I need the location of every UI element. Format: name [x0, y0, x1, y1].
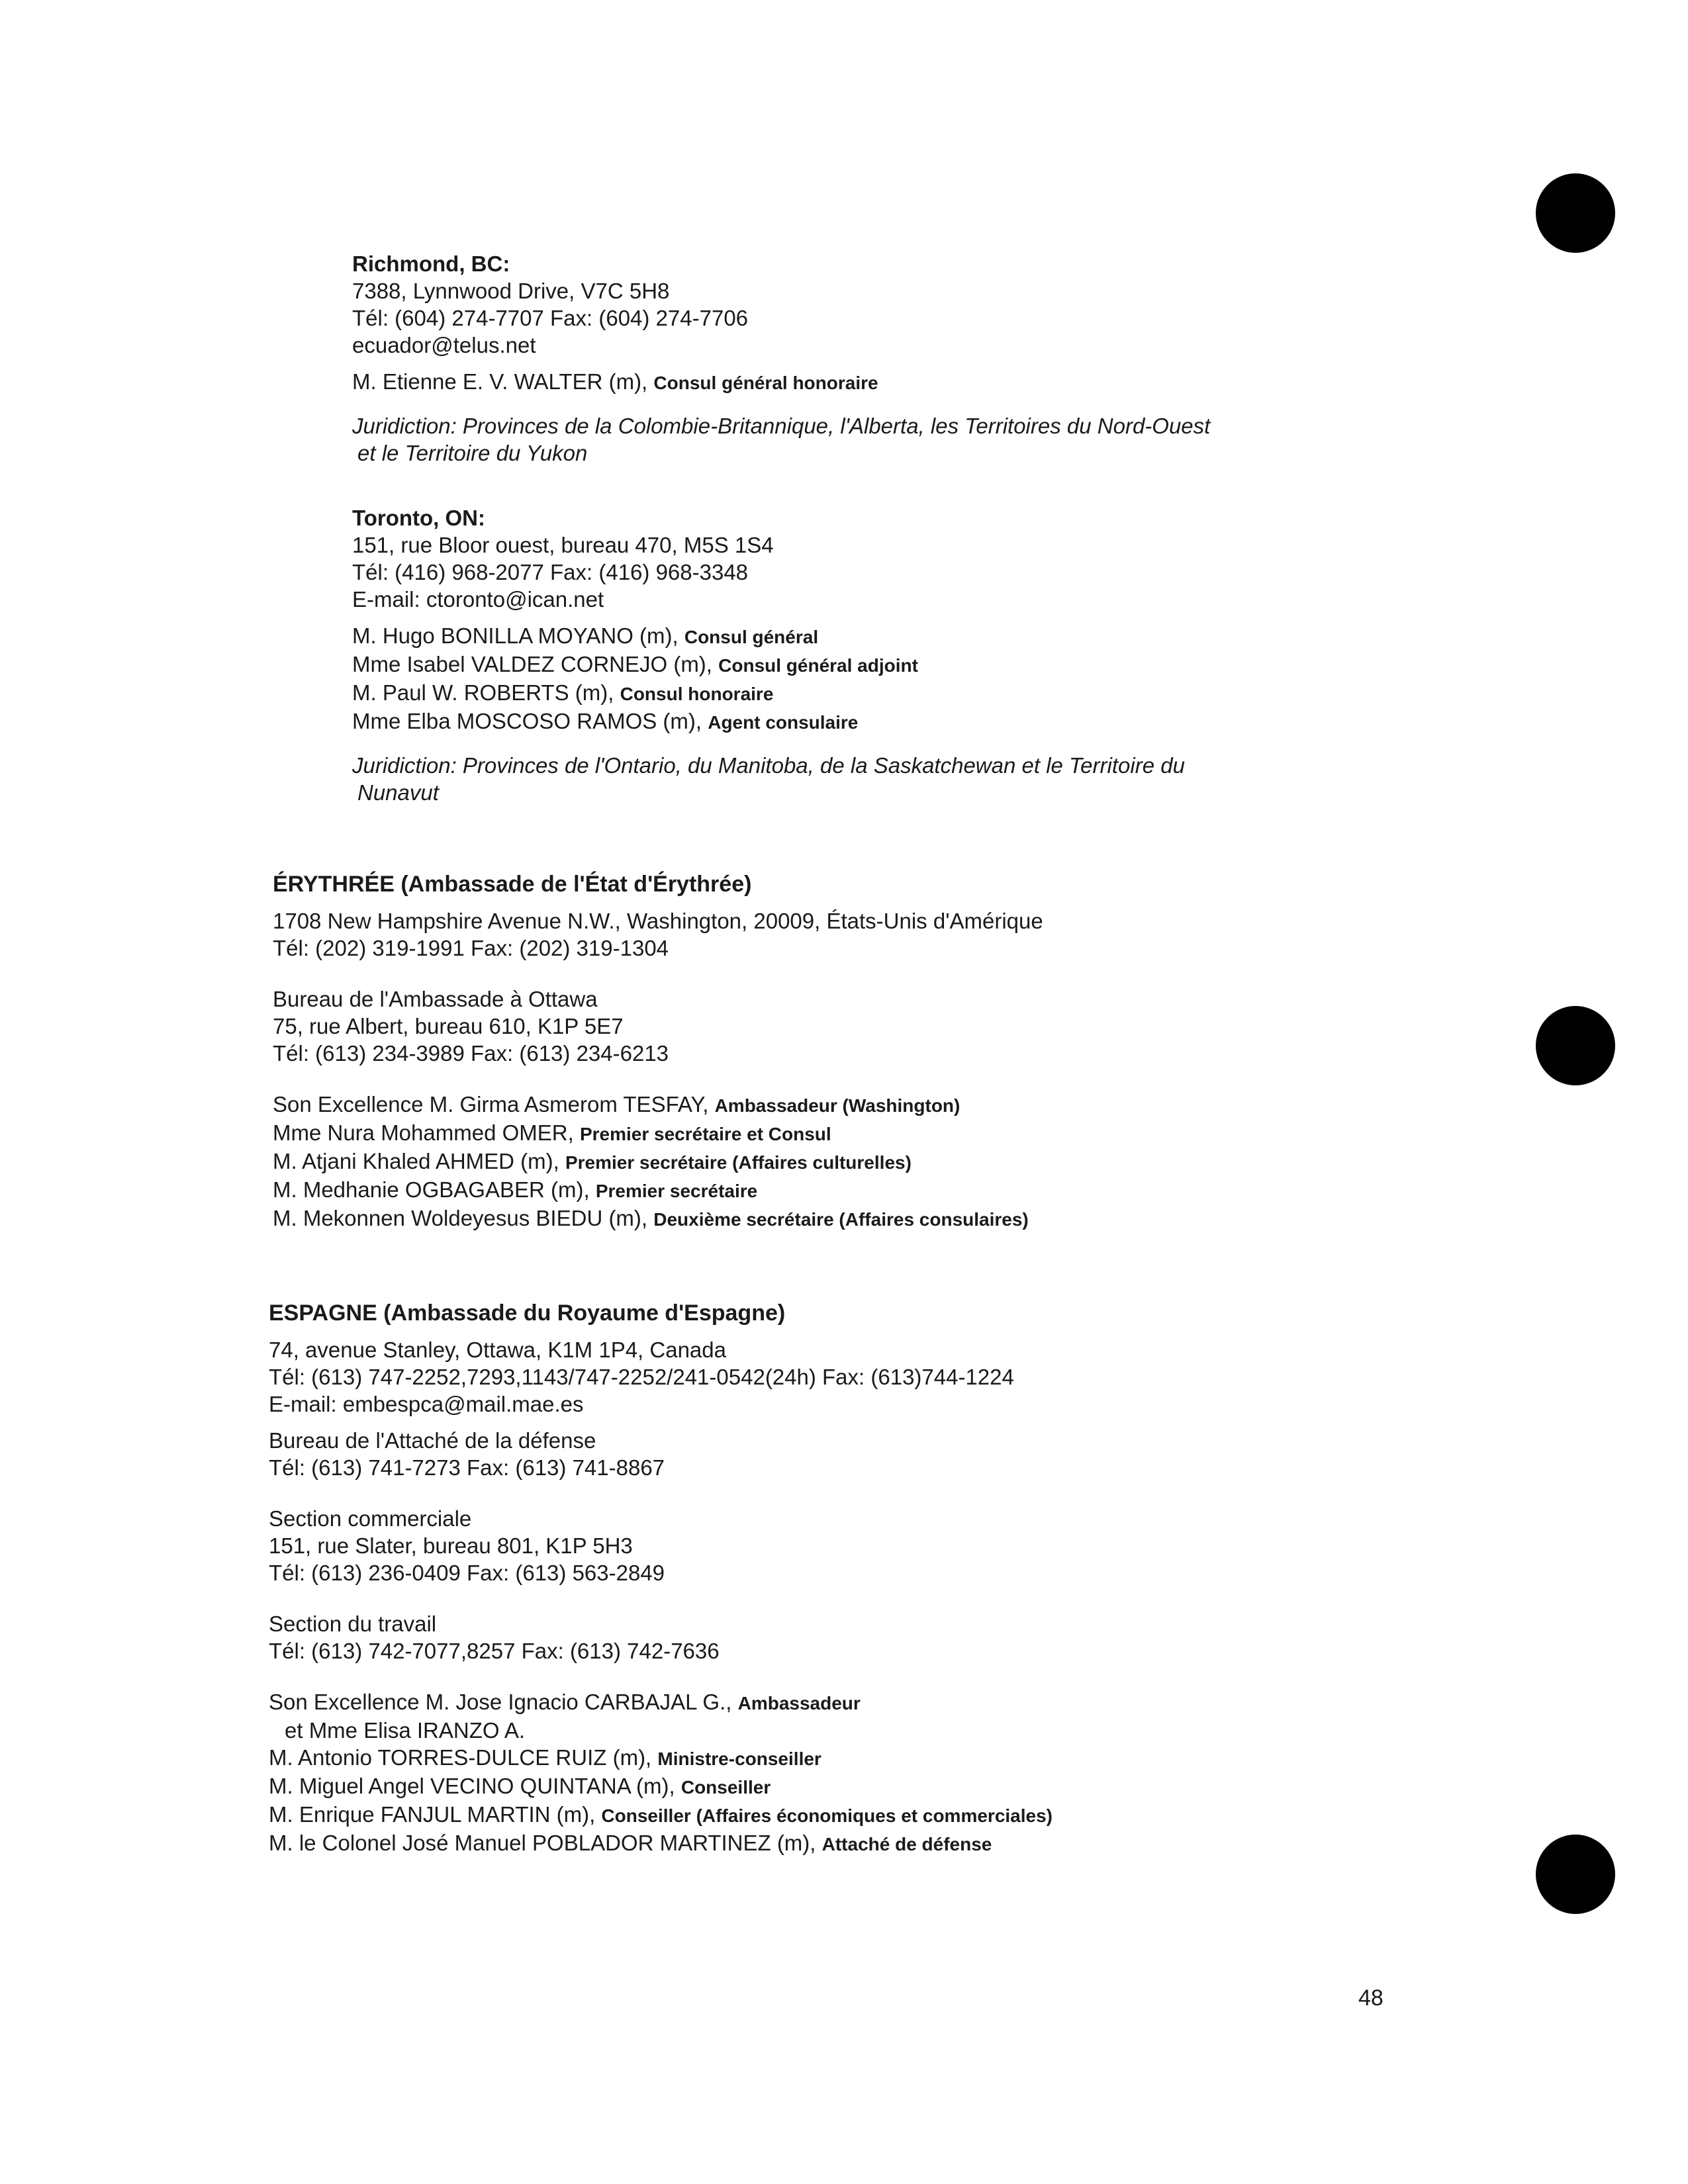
richmond-email: ecuador@telus.net: [352, 333, 536, 357]
staff-role: Conseiller (Affaires économiques et commerciales): [601, 1805, 1053, 1826]
staff-entry: [269, 1688, 1053, 1717]
staff-role: Deuxième secrétaire (Affaires consulaires): [653, 1209, 1029, 1230]
staff-name: Son Excellence M. Jose Ignacio CARBAJAL G.,: [269, 1690, 738, 1714]
richmond-consulate: [352, 250, 1210, 467]
erythree-phone: Tél: (202) 319-1991 Fax: (202) 319-1304: [273, 936, 669, 960]
staff-entry: [352, 651, 1185, 679]
staff-entry: [269, 1744, 1053, 1772]
erythree-office-phone: Tél: (613) 234-3989 Fax: (613) 234-6213: [273, 1041, 669, 1066]
erythree-office-address: 75, rue Albert, bureau 610, K1P 5E7: [273, 1014, 624, 1038]
staff-role: Premier secrétaire: [595, 1181, 758, 1201]
espagne-labour-phone: Tél: (613) 742-7077,8257 Fax: (613) 742-7636: [269, 1639, 720, 1663]
staff-entry: [352, 707, 1185, 736]
toronto-consulate: [352, 504, 1185, 806]
toronto-address: 151, rue Bloor ouest, bureau 470, M5S 1S4: [352, 533, 774, 557]
toronto-jurisdiction: Juridiction: Provinces de l'Ontario, du Manitoba, de la Saskatchewan et le Territoire du: [352, 753, 1185, 778]
espagne-email: E-mail: embespca@mail.mae.es: [269, 1392, 584, 1416]
staff-entry: [269, 1829, 1053, 1858]
erythree-heading: ÉRYTHRÉE (Ambassade de l'État d'Érythrée): [273, 872, 752, 897]
richmond-address: 7388, Lynnwood Drive, V7C 5H8: [352, 279, 670, 303]
staff-role: Consul honoraire: [620, 684, 774, 704]
espagne-embassy: [269, 1300, 1053, 1858]
richmond-jurisdiction-cont: et le Territoire du Yukon: [357, 441, 588, 465]
staff-name: Mme Isabel VALDEZ CORNEJO (m),: [352, 652, 719, 676]
staff-entry: [273, 1148, 1043, 1176]
staff-name: M. Medhanie OGBAGABER (m),: [273, 1177, 596, 1202]
staff-name: M. Mekonnen Woldeyesus BIEDU (m),: [273, 1206, 654, 1230]
erythree-embassy: [273, 871, 1043, 1233]
espagne-defense-phone: Tél: (613) 741-7273 Fax: (613) 741-8867: [269, 1455, 665, 1480]
staff-entry: [273, 1119, 1043, 1148]
staff-name: M. Enrique FANJUL MARTIN (m),: [269, 1802, 602, 1827]
staff-entry: [273, 1205, 1043, 1233]
punch-hole-top: [1536, 173, 1615, 253]
espagne-commercial-title: Section commerciale: [269, 1506, 472, 1531]
staff-role: Attaché de défense: [821, 1834, 992, 1854]
toronto-email: E-mail: ctoronto@ican.net: [352, 587, 604, 612]
staff-entry: [269, 1801, 1053, 1829]
staff-role: Ambassadeur: [737, 1693, 861, 1713]
espagne-address: 74, avenue Stanley, Ottawa, K1M 1P4, Canada: [269, 1338, 726, 1362]
staff-role: Consul général: [684, 627, 819, 647]
staff-name: Mme Nura Mohammed OMER,: [273, 1120, 580, 1145]
toronto-title: Toronto, ON:: [352, 506, 485, 530]
espagne-commercial-phone: Tél: (613) 236-0409 Fax: (613) 563-2849: [269, 1561, 665, 1585]
staff-name: M. Miguel Angel VECINO QUINTANA (m),: [269, 1774, 681, 1798]
staff-name: Mme Elba MOSCOSO RAMOS (m),: [352, 709, 708, 733]
staff-name: M. Hugo BONILLA MOYANO (m),: [352, 623, 684, 648]
richmond-jurisdiction: Juridiction: Provinces de la Colombie-Britannique, l'Alberta, les Territoires du Nord-Ouest: [352, 414, 1211, 438]
staff-role: Premier secrétaire (Affaires culturelles): [565, 1152, 912, 1173]
staff-name: Son Excellence M. Girma Asmerom TESFAY,: [273, 1092, 715, 1116]
staff-name: M. le Colonel José Manuel POBLADOR MARTINEZ (m),: [269, 1831, 822, 1855]
ambassador-spouse: et Mme Elisa IRANZO A.: [285, 1718, 526, 1743]
erythree-office-title: Bureau de l'Ambassade à Ottawa: [273, 987, 598, 1011]
staff-role: Agent consulaire: [708, 712, 859, 733]
punch-hole-middle: [1536, 1006, 1615, 1085]
staff-role: Consul général honoraire: [653, 373, 878, 393]
espagne-commercial-address: 151, rue Slater, bureau 801, K1P 5H3: [269, 1533, 633, 1558]
staff-entry: [352, 679, 1185, 707]
staff-entry: [273, 1091, 1043, 1119]
staff-role: Conseiller: [680, 1777, 771, 1797]
staff-entry: [269, 1772, 1053, 1801]
richmond-title: Richmond, BC:: [352, 251, 510, 276]
staff-role: Ministre-conseiller: [657, 1749, 821, 1769]
espagne-defense-title: Bureau de l'Attaché de la défense: [269, 1428, 596, 1453]
staff-name: M. Paul W. ROBERTS (m),: [352, 680, 620, 705]
staff-role: Ambassadeur (Washington): [714, 1095, 961, 1116]
page-number: 48: [1358, 1985, 1383, 2011]
erythree-address: 1708 New Hampshire Avenue N.W., Washington, 20009, États-Unis d'Amérique: [273, 909, 1043, 933]
staff-entry: [273, 1176, 1043, 1205]
espagne-phone: Tél: (613) 747-2252,7293,1143/747-2252/241-0542(24h) Fax: (613)744-1224: [269, 1365, 1014, 1389]
staff-name: M. Antonio TORRES-DULCE RUIZ (m),: [269, 1745, 658, 1770]
toronto-phone: Tél: (416) 968-2077 Fax: (416) 968-3348: [352, 560, 749, 584]
staff-entry: [352, 368, 1210, 396]
richmond-phone: Tél: (604) 274-7707 Fax: (604) 274-7706: [352, 306, 749, 330]
punch-hole-bottom: [1536, 1835, 1615, 1914]
staff-name: M. Etienne E. V. WALTER (m),: [352, 369, 654, 394]
staff-role: Consul général adjoint: [718, 655, 918, 676]
staff-name: M. Atjani Khaled AHMED (m),: [273, 1149, 565, 1173]
espagne-heading: ESPAGNE (Ambassade du Royaume d'Espagne): [269, 1300, 786, 1326]
staff-role: Premier secrétaire et Consul: [579, 1124, 831, 1144]
toronto-jurisdiction-cont: Nunavut: [357, 780, 439, 805]
staff-entry: [352, 622, 1185, 651]
espagne-labour-title: Section du travail: [269, 1612, 437, 1636]
